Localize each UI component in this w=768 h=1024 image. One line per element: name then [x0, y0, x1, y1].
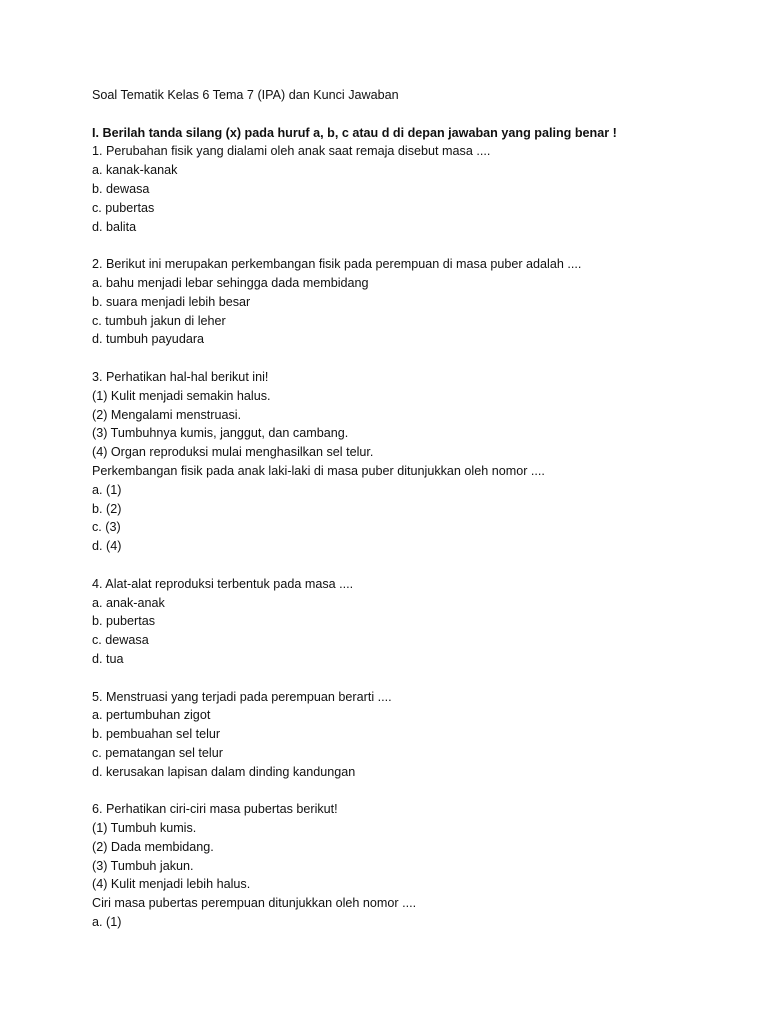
- question-1-option-a: a. kanak-kanak: [92, 163, 178, 178]
- instruction-heading: I. Berilah tanda silang (x) pada huruf a, b, c atau d di depan jawaban yang paling benar !: [92, 125, 617, 140]
- spacer: [92, 349, 732, 368]
- spacer: [92, 556, 732, 575]
- question-1: 1. Perubahan fisik yang dialami oleh anak saat remaja disebut masa ....: [92, 144, 491, 159]
- question-3-option-c: c. (3): [92, 520, 121, 535]
- question-3-option-b: b. (2): [92, 501, 122, 516]
- question-3-item-3: (3) Tumbuhnya kumis, janggut, dan cambang.: [92, 426, 349, 441]
- question-2-option-b: b. suara menjadi lebih besar: [92, 294, 251, 309]
- question-5: 5. Menstruasi yang terjadi pada perempuan berarti ....: [92, 689, 392, 704]
- question-2-option-c: c. tumbuh jakun di leher: [92, 313, 226, 328]
- question-4-option-c: c. dewasa: [92, 633, 149, 648]
- question-1-option-d: d. balita: [92, 219, 137, 234]
- question-5-option-b: b. pembuahan sel telur: [92, 727, 221, 742]
- question-3-prompt: Perkembangan fisik pada anak laki-laki di masa puber ditunjukkan oleh nomor ....: [92, 463, 545, 478]
- document-title: Soal Tematik Kelas 6 Tema 7 (IPA) dan Kunci Jawaban: [92, 88, 399, 102]
- question-4: 4. Alat-alat reproduksi terbentuk pada masa ....: [92, 576, 354, 591]
- spacer: [92, 236, 732, 255]
- question-6-item-3: (3) Tumbuh jakun.: [92, 858, 194, 873]
- question-3-item-2: (2) Mengalami menstruasi.: [92, 407, 242, 422]
- spacer: [92, 781, 732, 800]
- question-3: 3. Perhatikan hal-hal berikut ini!: [92, 369, 269, 384]
- question-3-item-1: (1) Kulit menjadi semakin halus.: [92, 388, 271, 403]
- spacer: [92, 669, 732, 688]
- question-5-option-c: c. pematangan sel telur: [92, 745, 223, 760]
- question-1-option-c: c. pubertas: [92, 200, 155, 215]
- question-5-option-a: a. pertumbuhan zigot: [92, 708, 211, 723]
- question-6: 6. Perhatikan ciri-ciri masa pubertas berikut!: [92, 802, 338, 817]
- question-5-option-d: d. kerusakan lapisan dalam dinding kandungan: [92, 764, 356, 779]
- question-6-item-2: (2) Dada membidang.: [92, 839, 214, 854]
- question-4-option-d: d. tua: [92, 651, 124, 666]
- question-3-option-d: d. (4): [92, 539, 122, 554]
- spacer: [92, 105, 732, 124]
- question-2-option-a: a. bahu menjadi lebar sehingga dada membidang: [92, 275, 369, 290]
- question-6-option-a: a. (1): [92, 915, 122, 930]
- question-2-option-d: d. tumbuh payudara: [92, 332, 205, 347]
- question-6-prompt: Ciri masa pubertas perempuan ditunjukkan oleh nomor ....: [92, 896, 417, 911]
- question-6-item-4: (4) Kulit menjadi lebih halus.: [92, 877, 251, 892]
- question-2: 2. Berikut ini merupakan perkembangan fisik pada perempuan di masa puber adalah ....: [92, 257, 582, 272]
- question-1-option-b: b. dewasa: [92, 181, 150, 196]
- question-6-item-1: (1) Tumbuh kumis.: [92, 821, 197, 836]
- question-4-option-b: b. pubertas: [92, 614, 156, 629]
- document-content: [92, 86, 732, 932]
- question-3-option-a: a. (1): [92, 482, 122, 497]
- question-4-option-a: a. anak-anak: [92, 595, 165, 610]
- question-3-item-4: (4) Organ reproduksi mulai menghasilkan sel telur.: [92, 445, 374, 460]
